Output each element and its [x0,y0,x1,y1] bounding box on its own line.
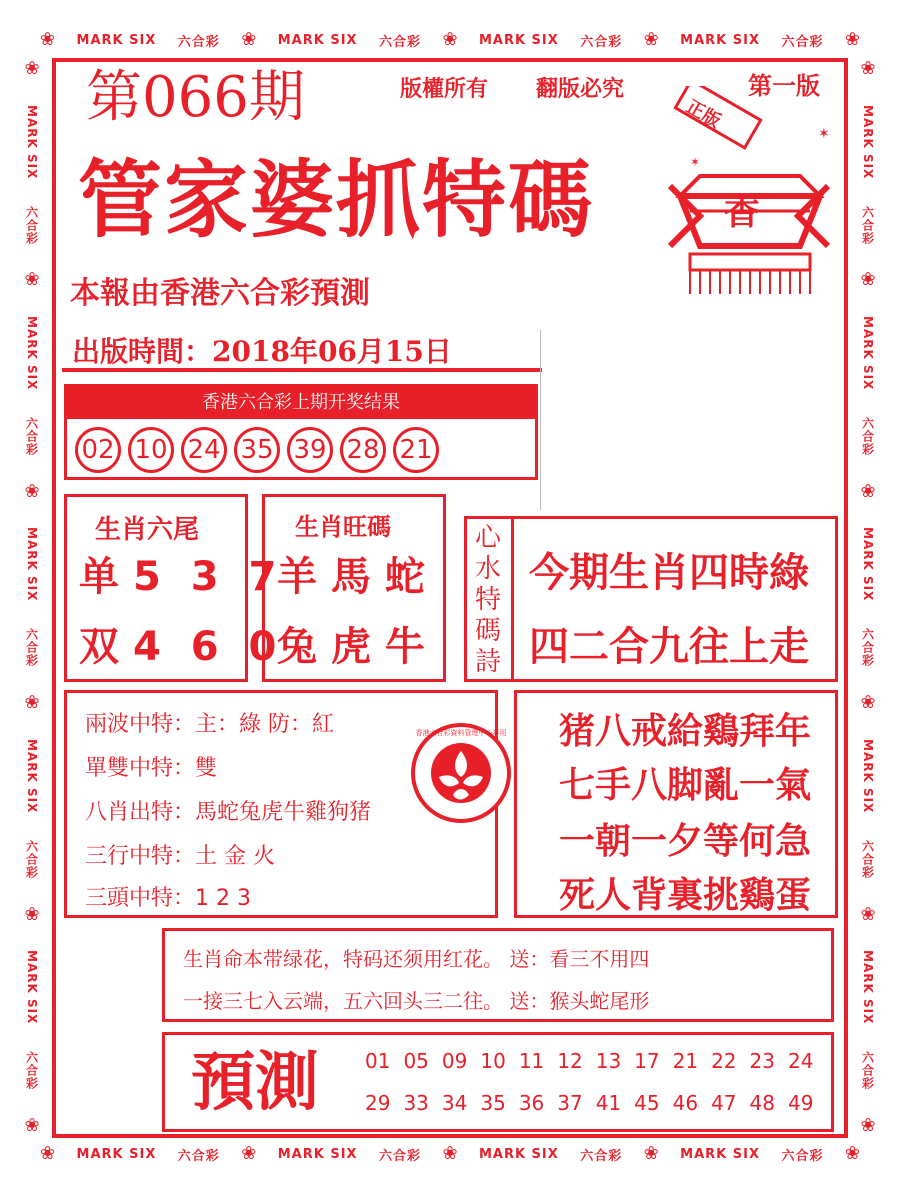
verse-line-2: 七手八脚亂一氣 [559,765,812,806]
border-logo: 六合彩 [781,34,824,50]
flower-icon: ❀ [24,480,40,502]
prediction-number: 48 [749,1091,775,1115]
copyright-text-2: 翻版必究 [536,76,625,102]
special-wave-label: 兩波中特： [85,712,196,737]
border-logo: 六合彩 [860,839,875,879]
flower-icon: ❀ [24,60,40,79]
border-brand: MARK SIX [277,32,358,48]
publish-label: 出版時間： [72,335,213,368]
flower-icon: ❀ [844,1143,860,1164]
special-head-label: 三頭中特： [85,886,196,911]
border-logo: 六合彩 [177,1148,220,1164]
zodiac-tail-box [64,494,285,682]
prediction-number: 47 [711,1091,737,1115]
prediction-number: 41 [595,1091,622,1115]
stamp-label: 正版 [682,96,725,133]
prediction-number: 10 [480,1049,506,1073]
border-brand: MARK SIX [478,1146,559,1162]
result-ball: 10 [128,427,174,473]
verse-box [514,690,838,918]
flower-icon: ❀ [860,480,876,502]
special-oddeven [85,751,217,782]
prediction-number: 46 [672,1091,699,1115]
edition-label: 第一版 [748,71,820,100]
border-logo: 六合彩 [379,34,422,50]
border-logo: 六合彩 [24,205,39,245]
flower-icon: ❀ [860,1114,876,1135]
last-results-balls [75,427,446,473]
prediction-row-1 [365,1049,813,1073]
poem-line-1: 今期生肖四時綠 [529,550,809,596]
poem-line-2: 四二合九往上走 [529,624,809,670]
left-border-strip [12,60,52,1135]
flower-icon: ❀ [24,1114,40,1135]
border-logo: 六合彩 [580,34,623,50]
border-logo: 六合彩 [781,1148,824,1164]
prediction-number: 24 [787,1049,814,1073]
border-brand: MARK SIX [25,104,39,179]
prediction-number: 01 [365,1049,391,1073]
zodiac-hot-row1: 羊 馬 蛇 [277,554,425,600]
border-logo: 六合彩 [860,1051,875,1091]
prediction-number: 36 [518,1091,545,1115]
header-underline [62,368,542,372]
odd-label: 单 [79,554,119,600]
prediction-number: 13 [595,1049,622,1073]
prediction-label: 預測 [191,1046,319,1120]
prediction-number: 33 [403,1091,429,1115]
hint-line-1: 生肖命本带绿花，特码还须用红花。 送：看三不用四 [183,947,650,971]
hong-kong-emblem [660,86,838,326]
svg-text:✶: ✶ [818,126,830,142]
border-logo: 六合彩 [24,628,39,668]
zodiac-hot-box [262,494,446,682]
seal-text: 香港六合彩資料管理中心專用 [415,729,507,737]
border-logo: 六合彩 [860,417,875,457]
seal-logo [409,721,513,825]
prediction-row-2 [365,1091,813,1115]
border-logo: 六合彩 [24,839,39,879]
result-ball: 39 [287,427,333,473]
flower-icon: ❀ [860,269,876,291]
flower-icon: ❀ [643,1143,659,1164]
prediction-number: 49 [787,1091,814,1115]
border-brand: MARK SIX [25,316,39,391]
poem-label: 心水特碼詩 [475,523,502,677]
border-brand: MARK SIX [25,950,39,1025]
flower-icon: ❀ [860,692,876,714]
last-results-title: 香港六合彩上期开奖结果 [67,387,535,419]
border-brand: MARK SIX [76,1146,157,1162]
flower-icon: ❀ [643,29,659,50]
border-brand: MARK SIX [861,316,875,391]
special-oddeven-value: 雙 [195,756,218,781]
verse-line-3: 一朝一夕等何急 [559,821,812,862]
poem-box [464,516,838,682]
border-logo: 六合彩 [24,417,39,457]
zodiac-tail-row1 [79,545,284,602]
border-brand: MARK SIX [277,1146,358,1162]
prediction-number: 17 [634,1049,660,1073]
special-wave-value: 主：綠 防：紅 [195,712,335,737]
zodiac-hot-row2: 兔 虎 牛 [277,624,425,670]
hint-box [162,928,834,1022]
result-ball: 35 [234,427,280,473]
flower-icon: ❀ [860,60,876,79]
prediction-number: 09 [441,1049,468,1073]
flower-icon: ❀ [241,29,257,50]
border-brand: MARK SIX [25,527,39,602]
prediction-number: 29 [365,1091,391,1115]
border-logo: 六合彩 [860,628,875,668]
odd-values: 5 3 7 [132,554,285,600]
publish-line [72,330,452,370]
special-element [85,839,275,870]
top-border-strip [40,28,860,52]
last-results-box [64,384,538,480]
specials-box [64,690,507,918]
special-eight-label: 八肖出特： [85,800,196,825]
zodiac-hot-title: 生肖旺碼 [295,512,391,541]
subtitle: 本報由香港六合彩預測 [70,276,370,311]
zodiac-tail-row2 [79,615,284,672]
border-brand: MARK SIX [861,527,875,602]
flower-icon: ❀ [442,1143,458,1164]
special-element-label: 三行中特： [85,844,196,869]
result-ball: 28 [340,427,386,473]
border-brand: MARK SIX [478,32,559,48]
border-brand: MARK SIX [861,104,875,179]
flower-icon: ❀ [860,903,876,925]
special-head [85,881,251,912]
issue-number: 第066期 [86,65,305,130]
zodiac-tail-title: 生肖六尾 [95,515,200,545]
border-logo: 六合彩 [860,205,875,245]
publish-date: 2018年06月15日 [212,335,452,368]
prediction-number: 05 [403,1049,429,1073]
border-brand: MARK SIX [861,950,875,1025]
poem-divider [511,519,514,679]
border-brand: MARK SIX [861,738,875,814]
result-ball: 02 [75,427,121,473]
prediction-number: 23 [749,1049,775,1073]
prediction-box [162,1032,834,1132]
hint-line-2: 一接三七入云端，五六回头三二往。 送：猴头蛇尾形 [183,989,650,1013]
svg-text:✶: ✶ [690,155,701,169]
prediction-number: 35 [480,1091,506,1115]
prediction-number: 22 [711,1049,737,1073]
flower-icon: ❀ [24,903,40,925]
special-oddeven-label: 單雙中特： [85,756,196,781]
border-logo: 六合彩 [580,1148,623,1164]
flower-icon: ❀ [442,29,458,50]
flower-icon: ❀ [40,1143,56,1164]
verse-line-4: 死人背裏挑鷄蛋 [559,875,812,916]
prediction-number: 34 [441,1091,468,1115]
emblem-char: 香 [724,191,761,233]
flower-icon: ❀ [40,29,56,50]
special-eight-value: 馬蛇兔虎牛雞狗猪 [195,800,372,825]
border-brand: MARK SIX [25,738,39,814]
special-head-value: 1 2 3 [195,886,251,911]
bottom-border-strip [40,1142,860,1166]
header-vline [540,330,541,510]
border-logo: 六合彩 [177,34,220,50]
result-ball: 24 [181,427,227,473]
right-border-strip [848,60,888,1135]
border-logo: 六合彩 [24,1051,39,1091]
special-wave [85,707,334,738]
prediction-number: 12 [557,1049,583,1073]
prediction-number: 37 [557,1091,583,1115]
flower-icon: ❀ [24,269,40,291]
result-ball: 21 [393,427,439,473]
border-brand: MARK SIX [680,32,761,48]
flower-icon: ❀ [241,1143,257,1164]
special-element-value: 土 金 火 [195,844,276,869]
prediction-number: 11 [518,1049,545,1073]
special-eight [85,795,371,826]
verse-line-1: 猪八戒給鷄拜年 [559,711,812,752]
prediction-number: 21 [672,1049,699,1073]
prediction-number: 45 [634,1091,660,1115]
flower-icon: ❀ [24,692,40,714]
copyright-text: 版權所有 [400,76,489,102]
border-brand: MARK SIX [680,1146,761,1162]
page-title: 管家婆抓特碼 [78,150,595,249]
even-label: 双 [79,624,119,670]
flower-icon: ❀ [844,29,860,50]
border-brand: MARK SIX [76,32,157,48]
even-values: 4 6 0 [132,624,285,670]
border-logo: 六合彩 [379,1148,422,1164]
